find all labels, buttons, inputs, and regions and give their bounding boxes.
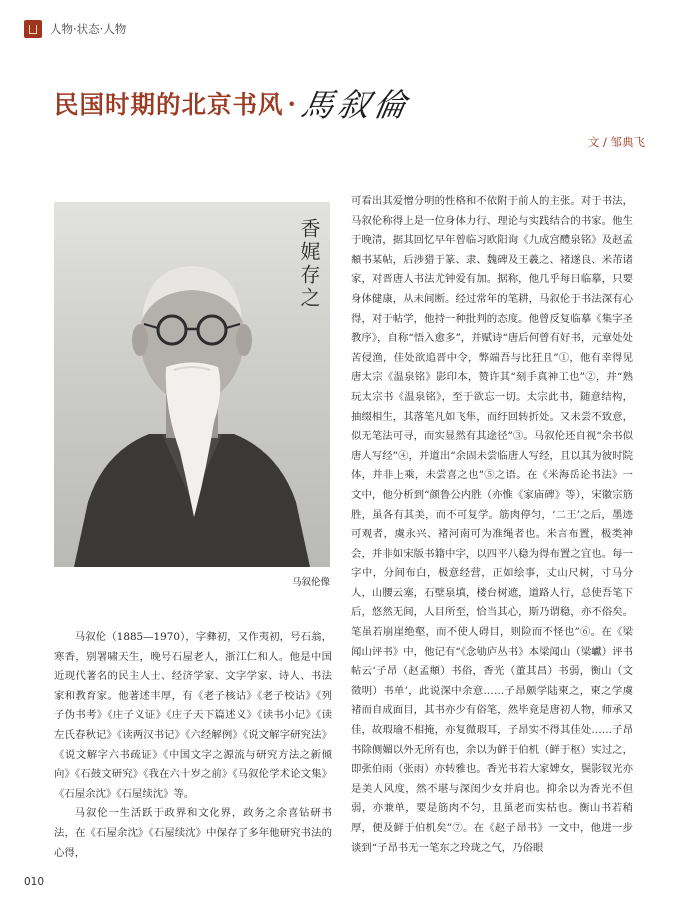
photo-inscription: 香娓存之	[297, 218, 321, 310]
section-label: 人物·状态·人物	[50, 22, 127, 36]
paragraph-continued: 可看出其爱憎分明的性格和不依附于前人的主张。对于书法，马叙伦称得上是一位身体力行、理论与实践结合的书家。他生于晚清，据其回忆早年曾临习欧阳询《九成宫醴泉铭》及赵孟頫书某帖，后涉猎于篆、隶、魏碑及王羲之、褚遂良、米芾诸家，对晋唐人书法尤钟爱有加。据称，他几乎每日临摹，只要身体健康，从未间断。经过常年的笔耕，马叙伦于书法深有心得，对于帖学，他持一种批判的态度。他曾反复临摹《集字圣教序》，自称“悟入愈多”，并赋诗“唐后何曾有好书，元章处处苦侵渔，佳处欲追晋中令，弊端吾与比狂且”①，他有幸得见唐太宗《温泉铭》影印本，赞许其“刻手真神工也”②，并“熟玩太宗书《温泉铭》，至于欲忘一切。太宗此书，随意结构，抽缀相生，其落笔凡如飞隼，而纡回转折处。又未尝不致意，似无笔法可寻，而实显然有其途径”③。马叙伦还自视“余书似唐人写经”④，并道出“余固未尝临唐人写经，且以其为彼时院体，并非上乘，未尝喜之也”⑤之语。在《米海岳论书法》一文中，他分析到“颜鲁公内胜（亦惟《家庙碑》等），宋徽宗筋胜，虽各有其美，而不可复学。筋肉停匀，‘二王’之后，墨迹可观者，虞永兴、褚河南可为准绳者也。米言布置，极类神会，并非如宋版书籍中字，以四平八稳为得布置之宜也。每一字中，分间布白，极意经营，正如绘事，丈山尺树，寸马分人，山腰云塞，石壁泉填，楼台树遮，道路人行，总使吾笔下后，悠然无间，人目所至，恰当其心，斯乃谓稳，亦不俗矣。笔虽若崩崖绝壑，而不使人碍目，则险而不怪也”⑥。在《梁闻山评书》中，他记有“《念劬庐丛书》本梁闻山（梁巘）评书帖云‘子昂（赵孟頫）书俗，香光（董其昌）书弱，衡山（文徵明）书单’，此说深中余意……子昂颇学陆柬之，柬之学虞褚而自成面目，其书亦少有俗笔，然毕竟是唐初人物，师承又佳，故瑕瑜不相掩，亦复微瑕耳，子昂实不得其佳处……子昂书除侧媚以外无所有也，余以为鲜于伯机（鲜于枢）实过之，即张伯雨（张雨）亦转雅也。香光书若大家婢女，鬓影钗光亦是美人风度，然不堪与深闺少女并肩也。抑余以为香光不但弱，亦兼单，要是筋肉不匀，且虽老而实枯也。衡山书若稍厚，便及鲜于伯机矣”⑦。在《赵子昂书》一文中，他进一步谈到“子昂书无一笔东之玲珑之气，乃俗眼	[351, 195, 633, 854]
calligraphy-signature: 馬叙倫	[298, 86, 413, 124]
page-number: 010	[24, 876, 45, 888]
portrait-illustration	[54, 202, 330, 567]
title-separator: ·	[287, 88, 296, 118]
paragraph-calligraphy: 马叙伦一生活跃于政界和文化界，政务之余喜钻研书法，在《石屋余沈》《石屋续沈》中保存了多年他研究书法的心得，	[54, 807, 332, 859]
article-title	[54, 80, 654, 126]
paragraph-intro: 马叙伦（1885—1970），字彝初，又作夷初，号石翁，寒香，别署啸天生，晚号石屋老人，浙江仁和人。他是中国近现代著名的民主人士、经济学家、文字学家、诗人、书法家和教育家。他著述丰厚，有《老子核诂》《老子校诂》《列子伪书考》《庄子义证》《庄子天下篇述义》《读书小记》《读左氏春秋记》《读两汉书记》《六经解例》《说文解字研究法》《说文解字六书疏证》《中国文字之源流与研究方法之新倾向》《石鼓文研究》《我在六十岁之前》《马叙伦学术论文集》《石屋余沈》《石屋续沈》等。	[54, 631, 332, 800]
photo-caption: 马叙伦像	[292, 577, 331, 588]
title-main: 民国时期的北京书风	[54, 89, 284, 119]
author-byline: 文 / 邹典飞	[587, 135, 645, 149]
right-column	[351, 192, 633, 858]
magazine-logo-icon	[24, 20, 42, 38]
portrait-photo	[54, 202, 330, 567]
section-header	[24, 18, 126, 40]
left-column	[54, 628, 332, 863]
